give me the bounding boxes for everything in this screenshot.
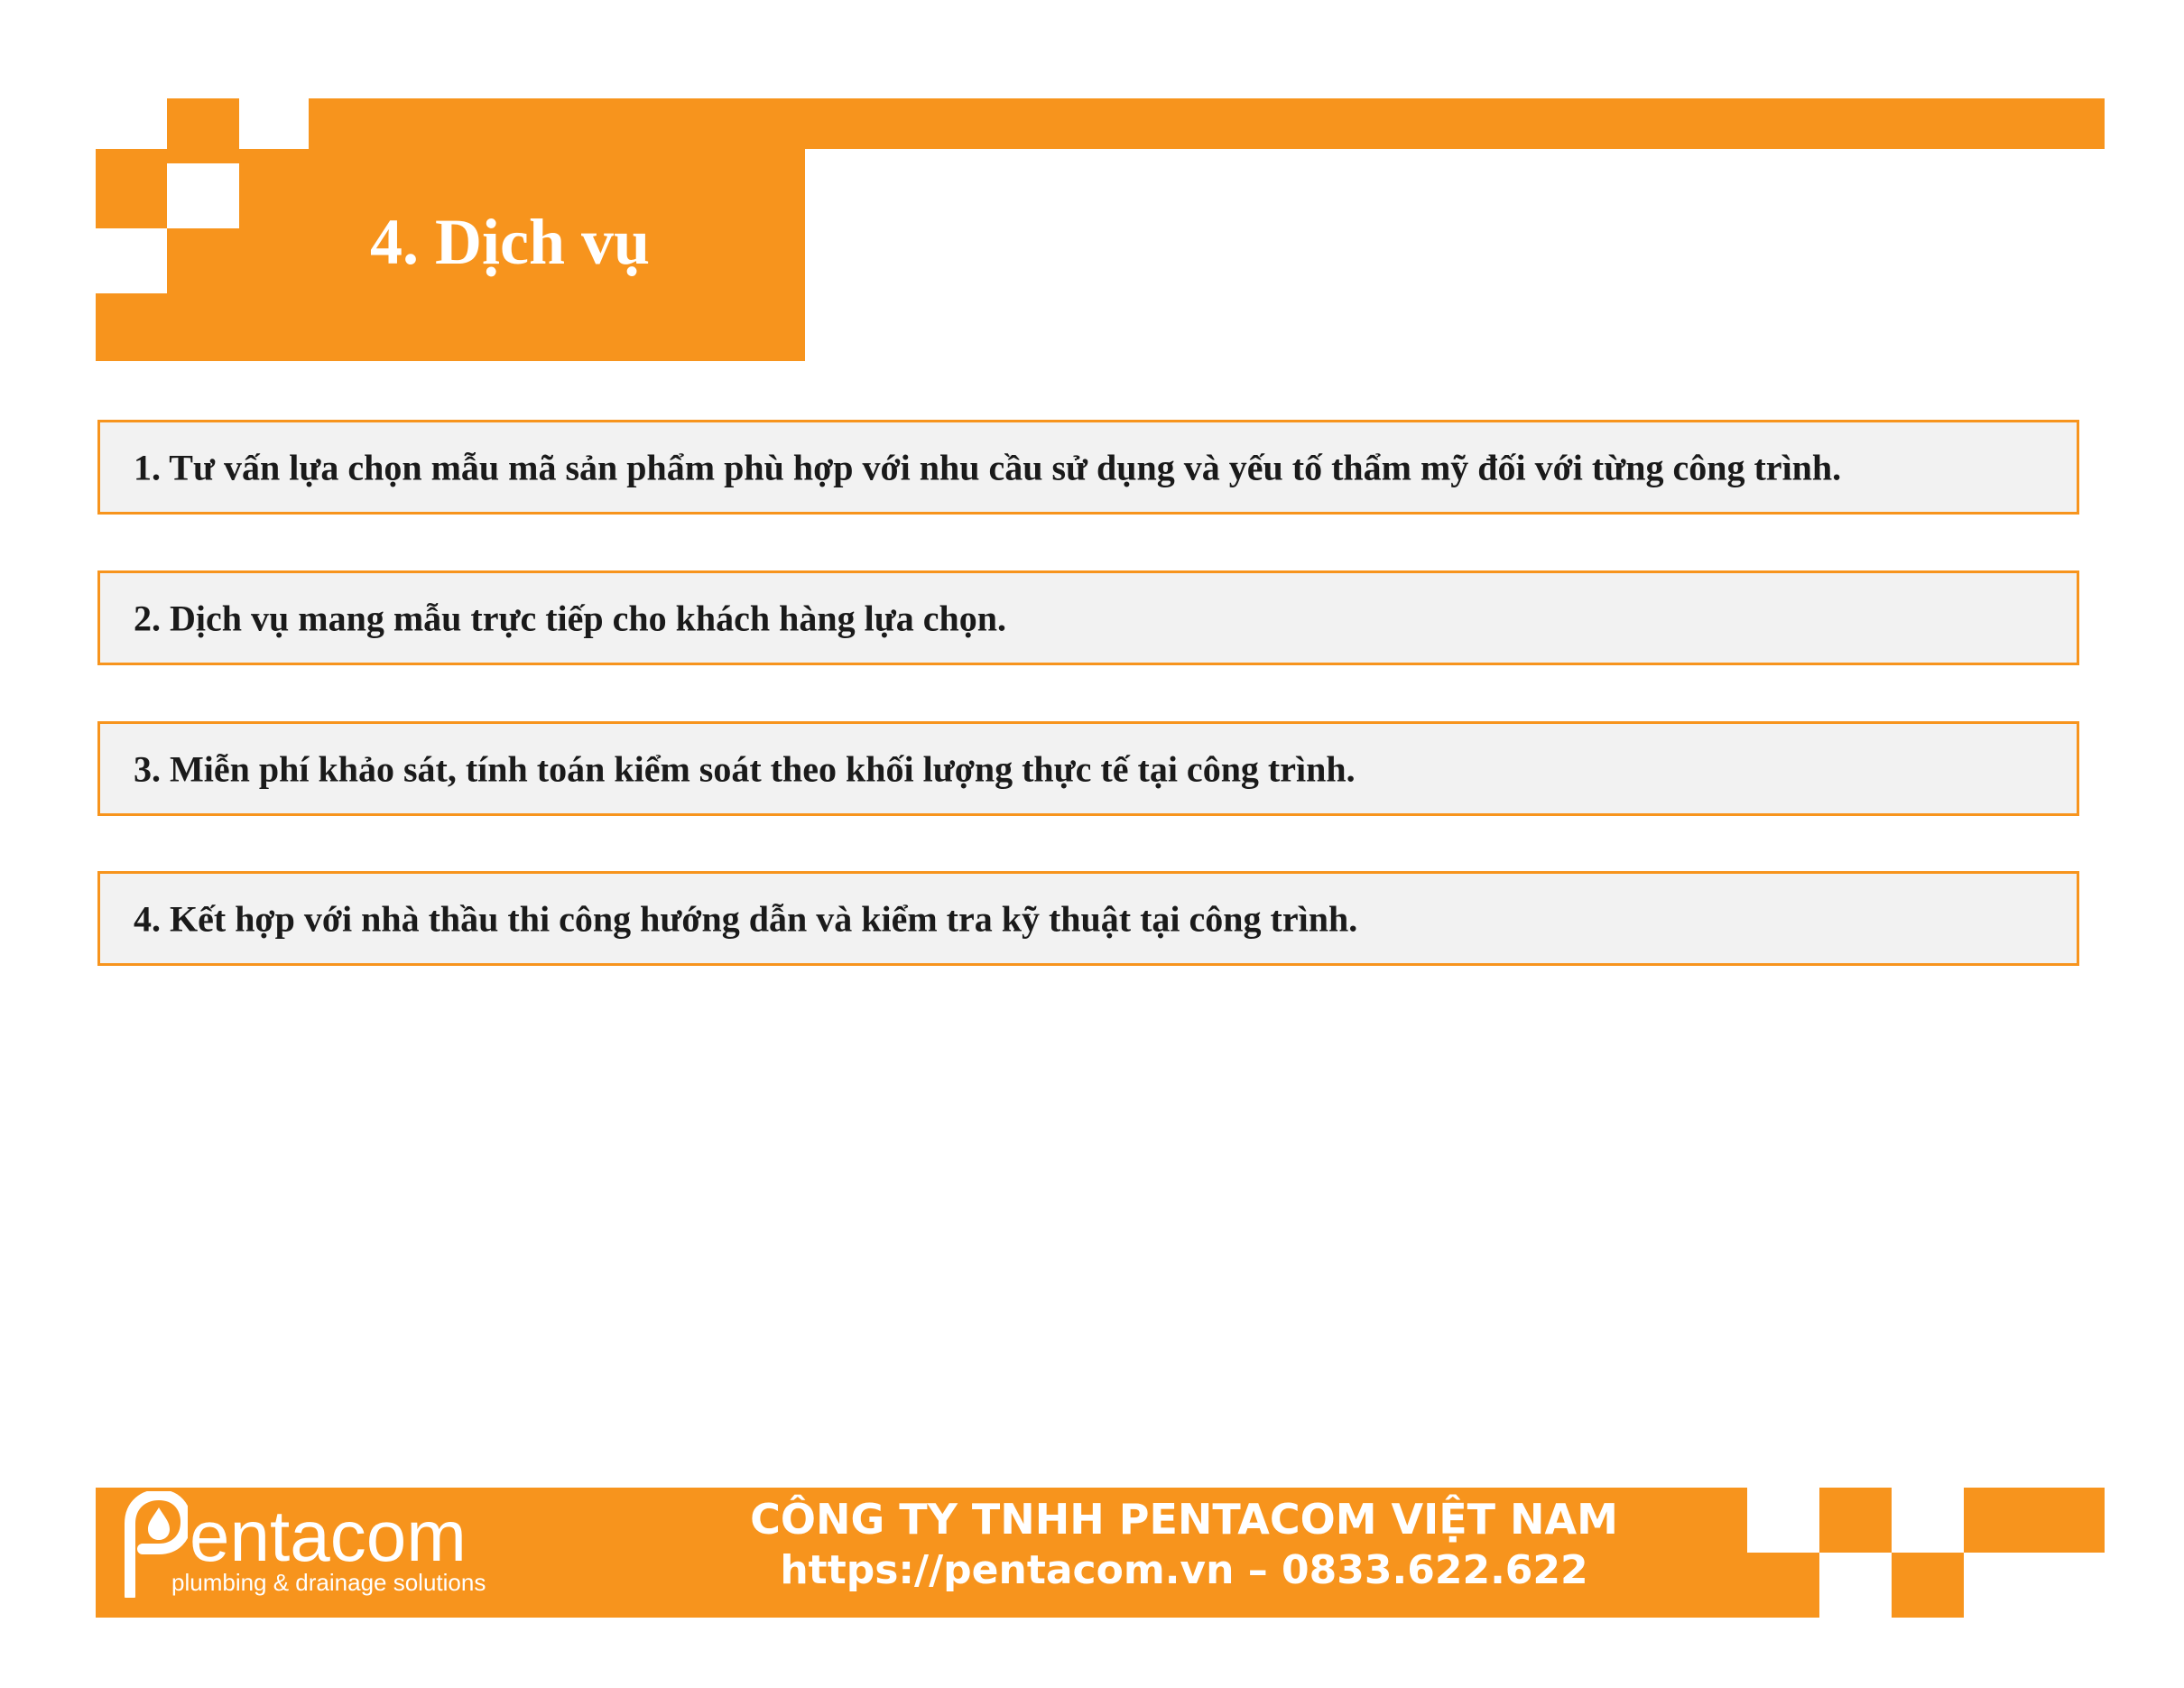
service-item-text: 3. Miễn phí khảo sát, tính toán kiểm soát theo khối lượng thực tế tại công trình. bbox=[134, 748, 1356, 789]
service-item bbox=[97, 420, 2079, 515]
company-name: CÔNG TY TNHH PENTACOM VIỆT NAM bbox=[750, 1495, 1618, 1544]
footer-square bbox=[2036, 1488, 2105, 1553]
company-logo bbox=[125, 1491, 558, 1600]
header-square-cutout bbox=[167, 163, 239, 228]
footer-square-cutout bbox=[1747, 1488, 1819, 1553]
page-title: 4. Dịch vụ bbox=[370, 206, 651, 278]
service-item-text: 4. Kết hợp với nhà thầu thi công hướng dẫn và kiểm tra kỹ thuật tại công trình. bbox=[134, 898, 1358, 939]
footer-square bbox=[1892, 1553, 1964, 1618]
header-top-bar bbox=[309, 98, 2105, 149]
service-item-text: 1. Tư vấn lựa chọn mẫu mã sản phẩm phù hợp với nhu cầu sử dụng và yếu tố thẩm mỹ đối với từng công trình. bbox=[134, 447, 1842, 487]
header-square bbox=[167, 228, 239, 293]
header-square-cutout bbox=[96, 228, 168, 293]
header-square bbox=[167, 98, 239, 163]
service-item bbox=[97, 721, 2079, 816]
footer-square bbox=[1819, 1488, 1892, 1553]
service-item bbox=[97, 871, 2079, 966]
logo-wordmark-visible: entacom bbox=[190, 1496, 467, 1576]
footer-square bbox=[1964, 1488, 2036, 1553]
logo-tagline: plumbing & drainage solutions bbox=[171, 1569, 486, 1596]
service-item-text: 2. Dịch vụ mang mẫu trực tiếp cho khách hàng lựa chọn. bbox=[134, 598, 1006, 638]
company-contact: https://pentacom.vn – 0833.622.622 bbox=[780, 1547, 1588, 1593]
service-item bbox=[97, 570, 2079, 665]
